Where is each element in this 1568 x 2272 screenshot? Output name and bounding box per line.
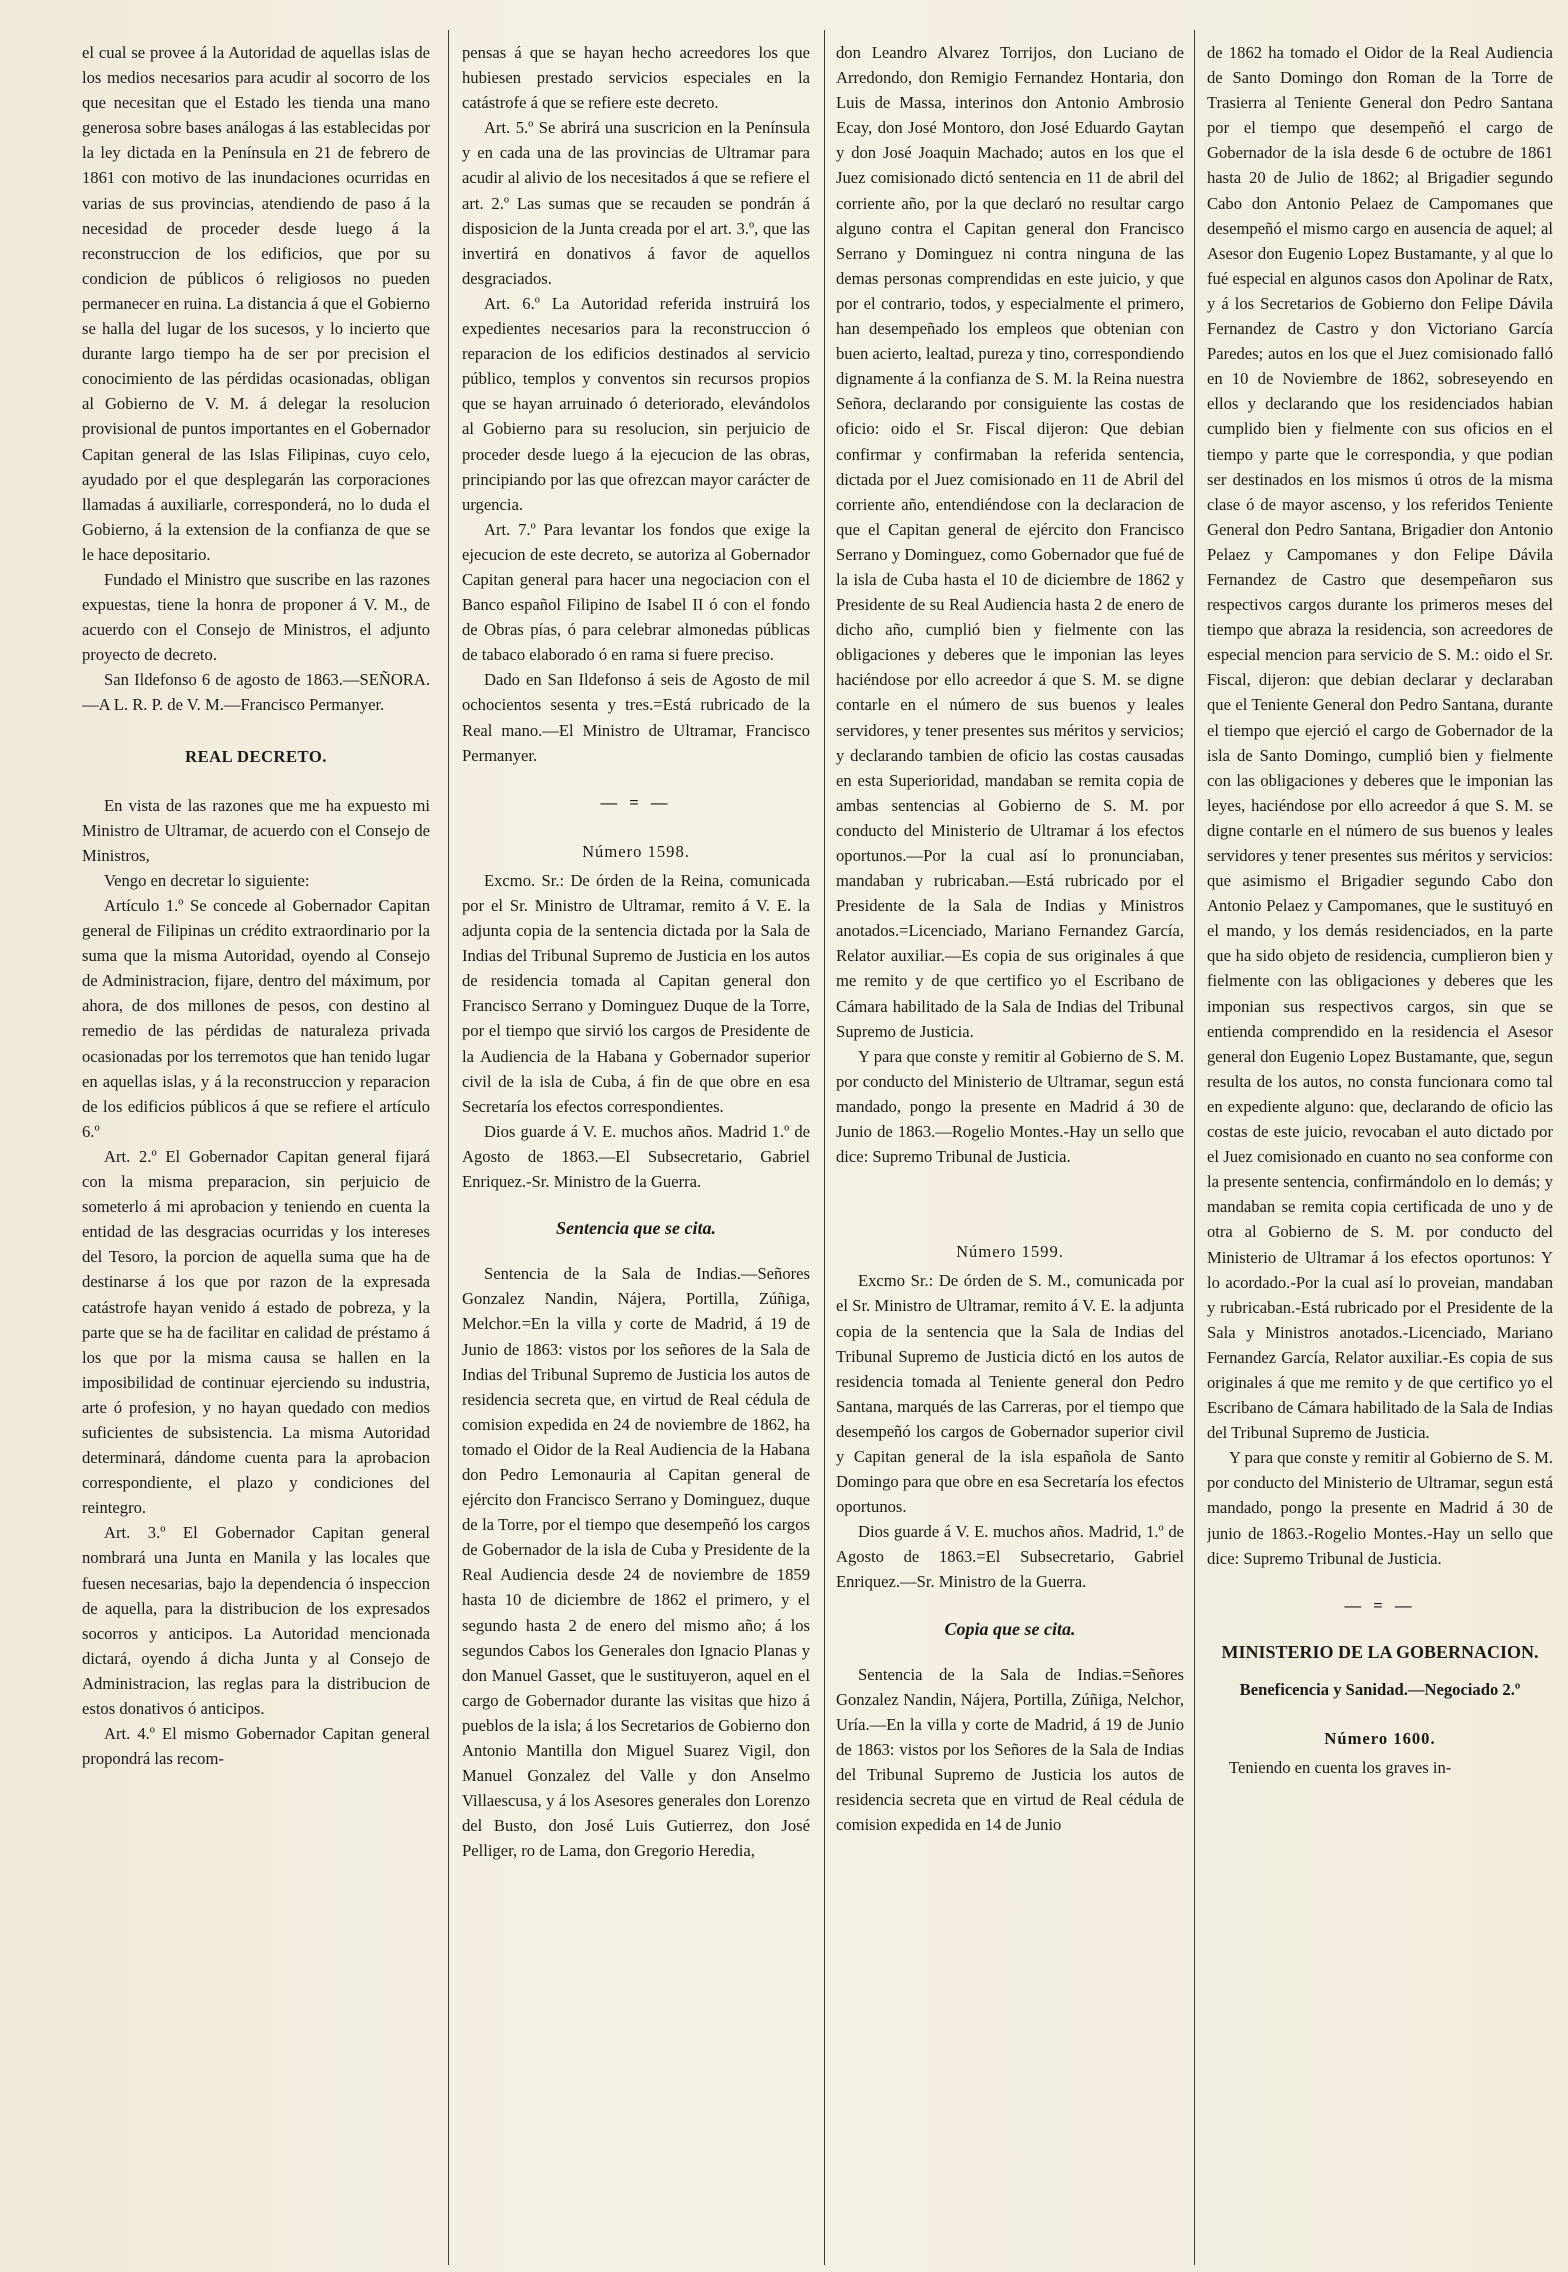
article: Art. 4.º El mismo Gobernador Capitan general propondrá las recom- [82,1724,430,1769]
paragraph: Y para que conste y remitir al Gobierno de S. M. por conducto del Ministerio de Ultramar, segun está mandado, pongo la presente en Madrid á 30 de Junio de 1863.—Rogelio Montes.-Hay un sello que dice: Supremo Tribunal de Justicia. [836,1046,1184,1167]
signature: Dado en San Ildefonso á seis de Agosto de mil ochocientos sesenta y tres.=Está rubricado de la Real mano.—El Ministro de Ultramar, Francisco Permanyer. [462,670,810,765]
paragraph: Fundado el Ministro que suscribe en las razones expuestas, tiene la honra de proponer á V. M., de acuerdo con el Consejo de Ministros, el adjunto proyecto de decreto. [82,569,430,665]
signature: Dios guarde á V. E. muchos años. Madrid, 1.º de Agosto de 1863.=El Subsecretario, Gabriel Enriquez.—Sr. Ministro de la Guerra. [836,1522,1184,1592]
paragraph: Y para que conste y remitir al Gobierno de S. M. por conducto del Ministerio de Ultramar, segun está mandado, pongo la presente en Madrid á 30 de junio de 1863.-Rogelio Montes.-Hay un sello que dice: Supremo Tribunal de Justicia. [1207,1448,1553,1568]
document-number: Número 1599. [956,1242,1064,1262]
article: Art. 2.º El Gobernador Capitan general fijará con la misma preparacion, sin perjuicio de someterlo á mi aprobacion y teniendo en cuenta la entidad de las desgracias ocurridas y los intereses del Tesoro, la porcion de aquella suma que ha de destinarse á los que por razon de la expresada catástrofe hayan venido á estado de pobreza, y la parte que se ha de facilitar en calidad de préstamo á los que por la misma causa se hallen en la imposibilidad de continuar ejerciendo su industria, arte ó profesion, y no hayan quedado con medios suficientes de subsistencia. La misma Autoridad determinará, dándome cuenta para la aprobacion correspondiente, el plazo y condiciones del reintegro. [82,1146,430,1518]
section-heading: Beneficencia y Sanidad.—Negociado 2.º [1239,1679,1521,1699]
separator: — = — [600,792,672,812]
paragraph: Sentencia de la Sala de Indias.—Señores Gonzalez Nandin, Nájera, Portilla, Zúñiga, Melchor.=En la villa y corte de Madrid, á 19 de Junio de 1863: vistos por los señores de la Sala de Indias del Tribunal Supremo de Justicia los autos de residencia secreta que, en virtud de Real cédula de comision expedida en 24 de noviembre de 1862, ha tomado el Oidor de la Real Audiencia de la Habana don Pedro Lemonauria al Capitan general de ejército don Francisco Serrano y Dominguez, duque de la Torre, por el tiempo que desempeñó los cargos de Gobernador de la isla de Cuba y Presidente de la Real Audiencia desde 24 de noviembre de 1859 hasta 10 de diciembre de 1862 el primero, y el segundo hasta 2 de enero del mismo año; á los segundos Cabos los Generales don Ignacio Planas y don Manuel Gasset, que le sustituyeron, aquel en el cargo de Gobernador durante las visitas que hizo á pueblos de la isla; á los Secretarios de Gobierno don Antonio Mantilla don Miguel Suarez Vigil, don Manuel Gonzalez del Valle y don Anselmo Villaescusa, y á los Asesores generales don Lorenzo del Busto, don José Luis Gutierrez, don José Pelliger, ro de Lama, don Gregorio Heredia, [462,1264,810,1861]
ministry-heading: MINISTERIO DE LA GOBERNACION. [1221,1641,1539,1662]
section-heading: REAL DECRETO. [185,746,327,766]
column-3 [836,40,1184,2265]
paragraph: En vista de las razones que me ha expuesto mi Ministro de Ultramar, de acuerdo con el Consejo de Ministros, [82,795,430,865]
document-number: Número 1598. [582,841,690,861]
paragraph: don Leandro Alvarez Torrijos, don Luciano de Arredondo, don Remigio Fernandez Hontaria, don Luis de Massa, interinos don Antonio Ambrosio Ecay, don José Montoro, don José Eduardo Gaytan y don José Joaquin Machado; autos en los que el Juez comisionado dictó sentencia en 11 de abril del corriente año, por la que declaró no resultar cargo alguno contra el Capitan general don Francisco Serrano y Dominguez ni contra ninguna de las demas personas comprendidas en este juicio, y que por el contrario, todos, y especialmente el primero, han desempeñado los empleos que obtenian con buen acierto, lealtad, pureza y tino, correspondiendo dignamente á la confianza de S. M. la Reina nuestra Señora, declarando por consiguiente las costas de oficio: oido el Sr. Fiscal dijeron: Que debian confirmar y confirmaban la referida sentencia, dictada por el Juez comisionado en 11 de Abril del corriente año, entendiéndose con la declaracion de que el Capitan general de ejército don Francisco Serrano y Dominguez, como Gobernador que fué de la isla de Cuba hasta el 10 de diciembre de 1862 y Presidente de su Real Audiencia hasta 2 de enero de dicho año, cumplió bien y fielmente con las obligaciones y deberes que le imponian las leyes haciéndose por ello acreedor á que S. M. se digne contarle en el número de sus buenos y leales servidores, y tener presentes sus méritos y servicios; y declarando tambien de oficio las costas causadas en esta Superioridad, mandaban se remita copia de ambas sentencias al Gobierno de S. M. por conducto del Ministerio de Ultramar á los efectos oportunos.—Por la cual así lo pronunciaban, mandaban y rubricaban.—Está rubricado por el Presidente de la Sala de Indias y Ministros anotados.=Licenciado, Mariano Fernandez García, Relator auxiliar.—Es copia de sus originales á que me remito y de que certifico yo el Escribano de Cámara habilitado de la Sala de Indias del Tribunal Supremo de Justicia. [836,43,1184,1041]
column-rule [1194,30,1195,2265]
column-rule [448,30,449,2265]
paragraph: Sentencia de la Sala de Indias.=Señores Gonzalez Nandin, Nájera, Portilla, Zúñiga, Nelchor, Uría.—En la villa y corte de Madrid, á 19 de Junio de 1863: vistos por los Señores de la Sala de Indias del Tribunal Supremo de Justicia los autos de residencia secreta que en virtud de Real cédula de comision expedida en 14 de Junio [836,1664,1184,1835]
signature: Dios guarde á V. E. muchos años. Madrid 1.º de Agosto de 1863.—El Subsecretario, Gabriel Enriquez.-Sr. Ministro de la Guerra. [462,1121,810,1192]
signature: San Ildefonso 6 de agosto de 1863.—SEÑORA.—A L. R. P. de V. M.—Francisco Permanyer. [82,670,430,715]
paragraph: Excmo. Sr.: De órden de la Reina, comunicada por el Sr. Ministro de Ultramar, remito á V. E. la adjunta copia de la sentencia dictada por la Sala de Indias del Tribunal Supremo de Justicia en los autos de residencia tomada al Capitan general don Francisco Serrano y Dominguez Duque de la Torre, por el tiempo que sirvió los cargos de Presidente de la Audiencia de la Habana y Gobernador superior civil de la isla de Cuba, á fin de que obre en esa Secretaría los efectos correspondientes. [462,870,810,1116]
document-number: Número 1600. [1324,1729,1436,1748]
article: Art. 5.º Se abrirá una suscricion en la Península y en cada una de las provincias de Ultramar para acudir al alivio de los necesitados á que se refiere el art. 2.º Las sumas que se recauden se pondrán á disposicion de la Junta creada por el art. 3.º, que las invertirá en donativos á favor de aquellos desgraciados. [462,118,810,288]
paragraph: pensas á que se hayan hecho acreedores los que hubiesen prestado servicios especiales en la catástrofe á que se refiere este decreto. [462,43,810,113]
column-4 [1207,40,1553,2265]
paragraph: de 1862 ha tomado el Oidor de la Real Audiencia de Santo Domingo don Roman de la Torre de Trasierra al Teniente General don Pedro Santana por el tiempo que desempeñó el cargo de Gobernador de la isla desde 6 de octubre de 1861 hasta 20 de Julio de 1862; al Brigadier segundo Cabo don Antonio Pelaez de Campomanes que desempeñó el mismo cargo en ausencia de aquel; al Asesor don Eugenio Lopez Bustamante, y al que lo fué especial en algunos casos don Apolinar de Ratx, y á los Secretarios de Gobierno don Felipe Dávila Fernandez de Castro y don Victoriano García Paredes; autos en los que el Juez comisionado falló en 10 de Noviembre de 1862, sobreseyendo en ellos y declarando que los residenciados habian cumplido bien y fielmente con sus oficios en el tiempo y parte que le correspondia, y que podian ser destinados en los mismos ú otros de la misma clase ó de mayor ascenso, y los referidos Teniente General don Pedro Santana, Brigadier don Antonio Pelaez y Campomanes y don Felipe Dávila Fernandez de Castro que desempeñaron sus respectivos cargos durante los primeros meses del tiempo que abraza la residencia, son acreedores de especial mencion para servicio de S. M.: oido el Sr. Fiscal, dijeron: que debian declarar y declaraban que el Teniente General don Pedro Santana, durante el tiempo que ejerció el cargo de Gobernador de la isla de Santo Domingo, cumplió bien y fielmente con las obligaciones y deberes que le imponian las leyes, haciéndose por ello acreedor á que S. M. se digne contarle en el número de sus buenos y leales servidores y tener presentes sus méritos y servicios: que asimismo el Brigadier segundo Cabo don Antonio Pelaez y Campomanes, que le sustituyó en el mando, y los demás residenciados, en la parte que ha sido objeto de residencia, cumplieron bien y fielmente con las obligaciones y deberes que les imponian sus respectivos cargos, sin que se entienda comprendido en la residencia el Asesor general don Eugenio Lopez Bustamante, que, segun resulta de los autos, no consta funcionara como tal en expediente alguno: que, declarando de oficio las costas de este juicio, revocaban el auto dictado por el Juez comisionado en cuanto no sea conforme con la presente sentencia, confirmándolo en lo demás; y mandaban se remita copia certificada de uno y de otra al Gobierno de S. M. por conducto del Ministerio de Ultramar á los efectos oportunos: Y lo acordado.-Por la cual así lo proveian, mandaban y rubricaban.-Está rubricado por el Presidente de la Sala y Ministros anotados.-Licenciado, Mariano Fernandez García, Relator auxiliar.-Es copia de sus originales á que me remito y de que certifico yo el Escribano de Cámara habilitado de la Sala de Indias del Tribunal Supremo de Justicia. [1207,43,1553,1443]
column-2 [462,40,810,2265]
column-rule [824,30,825,2265]
article: Art. 7.º Para levantar los fondos que exige la ejecucion de este decreto, se autoriza al Gobernador Capitan general para hacer una negociacion con el Banco español Filipino de Isabel II ó con el fondo de Obras pías, ó para celebrar almonedas públicas de tabaco elaborado ó en rama si fuere preciso. [462,519,810,665]
paragraph: Teniendo en cuenta los graves in- [1229,1758,1452,1778]
section-subheading: Sentencia que se cita. [556,1218,716,1239]
column-1 [82,40,430,2265]
paragraph: Vengo en decretar lo siguiente: [104,870,310,890]
article: Artículo 1.º Se concede al Gobernador Capitan general de Filipinas un crédito extraordinario por la suma que la misma Autoridad, oyendo al Consejo de Administracion, fijare, dentro del máximum, por ahora, de dos millones de pesos, con destino al remedio de las pérdidas de naturaleza privada ocasionadas por los terremotos que han tenido lugar en aquellas islas, y á la reconstruccion y reparacion de los edificios públicos á que se refiere el artículo 6.º [82,896,430,1141]
article: Art. 3.º El Gobernador Capitan general nombrará una Junta en Manila y las locales que fuesen necesarias, bajo la dependencia ó inspeccion de aquella, para la distribucion de los expresados socorros y anticipos. La Autoridad mencionada dictará, oyendo á dicha Junta y al Consejo de Administracion, las reglas para la distribucion de estos donativos ó anticipos. [82,1523,430,1718]
paragraph: el cual se provee á la Autoridad de aquellas islas de los medios necesarios para acudir al socorro de los que necesitan que el Estado les tienda una mano generosa sobre bases análogas á las establecidas por la ley dictada en la Península en 21 de febrero de 1861 con motivo de las inundaciones ocurridas en varias de sus provincias, atendiendo de paso á la necesidad de proceder desde luego á la reconstruccion de los edificios, que por su condicion de públicos ó religiosos no pueden permanecer en ruina. La distancia á que el Gobierno se halla del lugar de los sucesos, y lo incierto que durante largo tiempo ha de ser por precision el conocimiento de las pérdidas ocasionadas, obligan al Gobierno de V. M. á delegar la resolucion provisional de puntos importantes en el Gobernador Capitan general de las Islas Filipinas, cuyo celo, ayudado por el que desplegarán las corporaciones llamadas á auxiliarle, corresponderá, no lo duda el Gobierno, á la extension de la confianza de que se le hace depositario. [82,43,430,564]
paragraph: Excmo Sr.: De órden de S. M., comunicada por el Sr. Ministro de Ultramar, remito á V. E. la adjunta copia de la sentencia que la Sala de Indias del Tribunal Supremo de Justicia dictó en los autos de residencia tomada al Teniente general don Pedro Santana, marqués de las Carreras, por el tiempo que desempeñó los cargos de Gobernador superior civil y Capitan general de la isla española de Santo Domingo para que obre en esa Secretaría los efectos oportunos. [836,1271,1184,1517]
article: Art. 6.º La Autoridad referida instruirá los expedientes necesarios para la reconstruccion ó reparacion de los edificios destinados al servicio público, templos y conventos sin recursos propios que se hayan arruinado ó deteriorado, elevándolos al Gobierno para su resolucion, sin perjuicio de proceder desde luego á la ejecucion de las obras, principiando por las que ofrezcan mayor carácter de urgencia. [462,293,810,514]
separator: — = — [1344,1595,1416,1615]
section-subheading: Copia que se cita. [944,1618,1076,1639]
